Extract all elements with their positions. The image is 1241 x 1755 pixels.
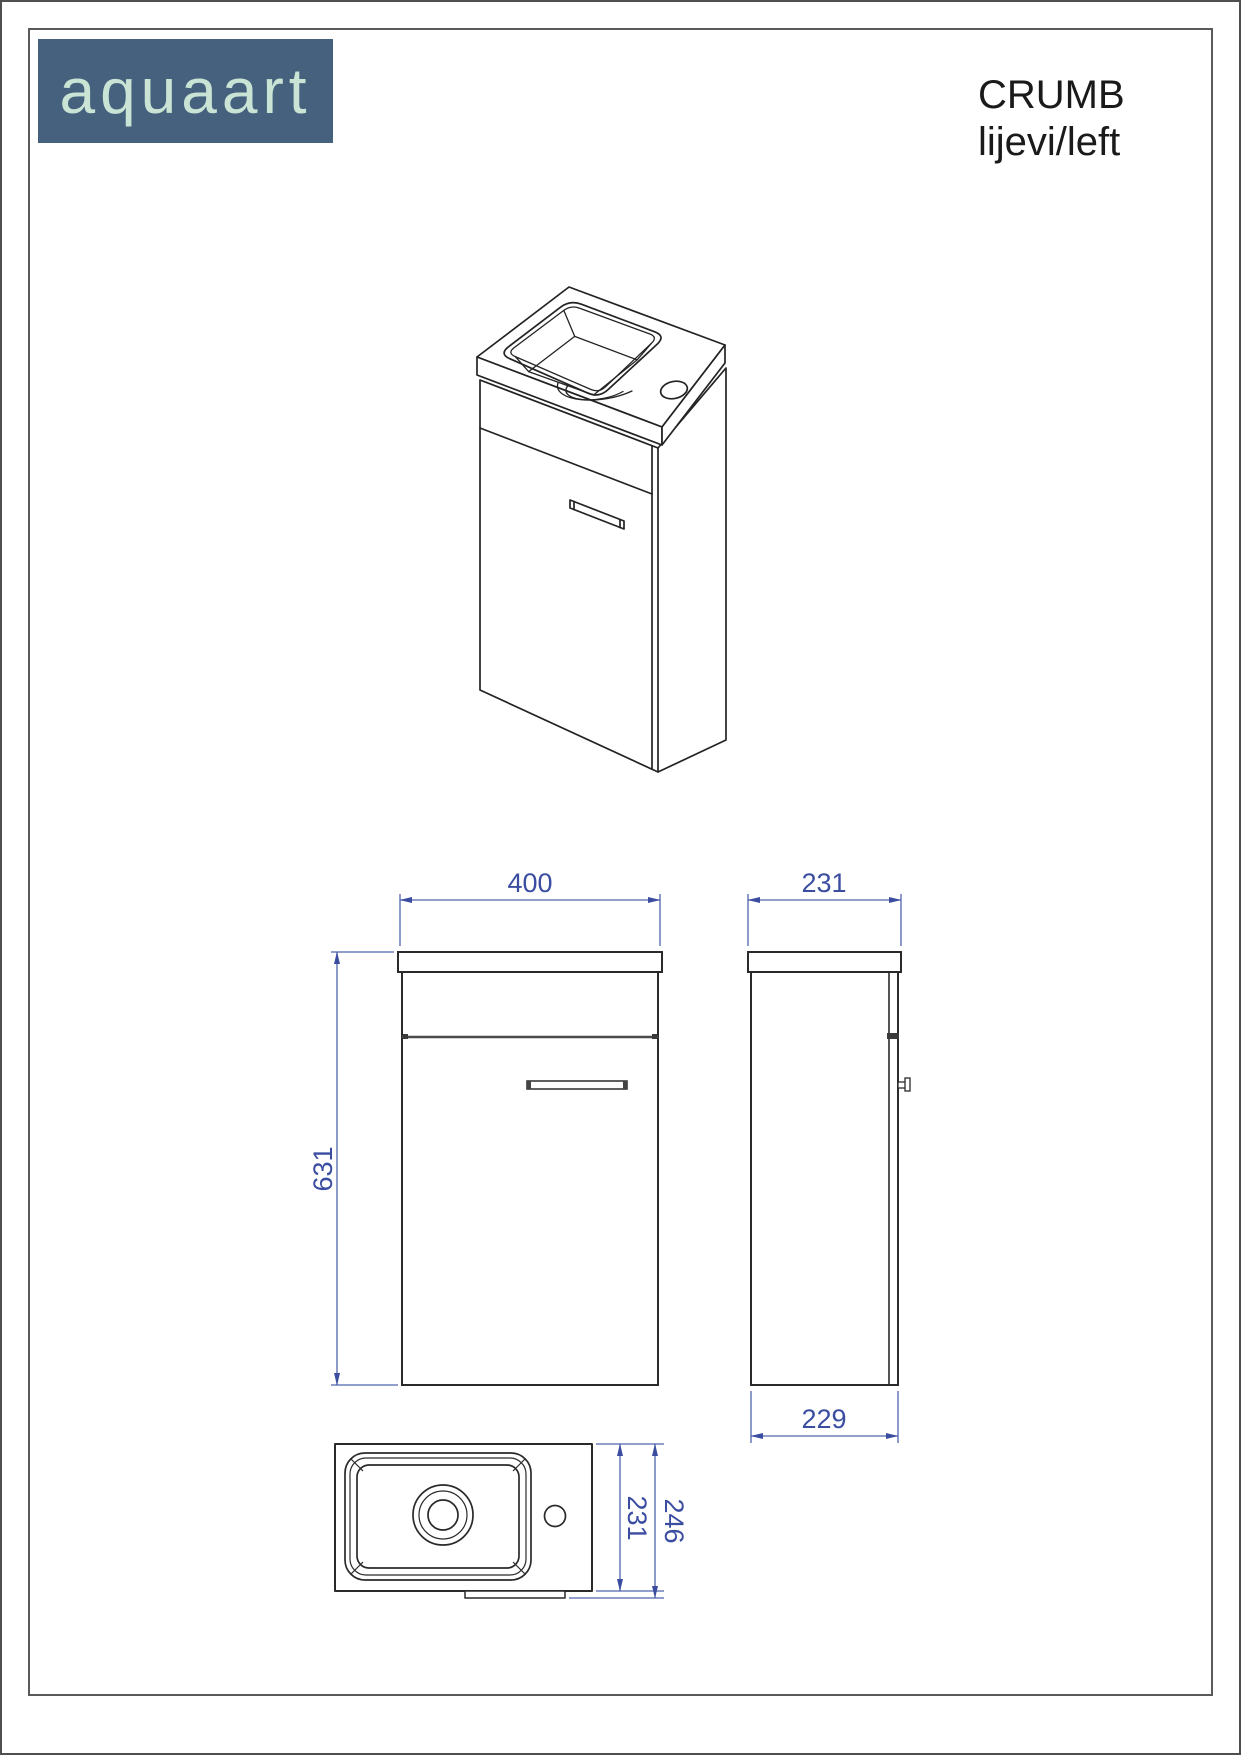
front-door-handle <box>527 1081 627 1089</box>
dimension-front-height <box>308 952 398 1385</box>
front-hinge-mark-right <box>652 1034 657 1039</box>
product-name: CRUMB <box>978 73 1125 117</box>
dimension-side-depth-bottom <box>751 1391 898 1443</box>
dim-value-front-width: 400 <box>507 868 553 898</box>
side-hinge-mark <box>887 1033 899 1039</box>
dimension-plan-depth <box>596 1444 664 1591</box>
side-view <box>748 952 910 1385</box>
plan-back-ledge <box>465 1591 565 1598</box>
product-variant: lijevi/left <box>978 120 1121 164</box>
dim-value-front-height: 631 <box>308 1146 338 1192</box>
dim-value-side-depth-top: 231 <box>801 868 847 898</box>
dim-value-plan-total-depth: 246 <box>659 1498 689 1544</box>
dim-value-plan-depth: 231 <box>622 1495 652 1541</box>
plan-view <box>335 1444 592 1598</box>
dimension-side-depth-top <box>748 868 901 946</box>
dim-value-side-depth-bottom: 229 <box>801 1404 847 1434</box>
brand-logo-text: aquaart <box>59 55 312 127</box>
isometric-view <box>477 287 726 772</box>
side-cabinet-body <box>751 972 898 1385</box>
technical-drawing <box>2 2 1241 1755</box>
front-cabinet-body <box>402 972 658 1385</box>
plan-slab-outline <box>335 1444 592 1591</box>
iso-cabinet-body <box>480 368 726 772</box>
side-handle-plate <box>905 1078 910 1091</box>
side-slab <box>748 952 901 972</box>
front-door-handle-cap-left <box>527 1081 531 1089</box>
front-hinge-mark-left <box>403 1034 408 1039</box>
front-door-handle-cap-right <box>623 1081 627 1089</box>
dimension-front-width <box>400 868 660 946</box>
front-slab <box>398 952 662 972</box>
front-view <box>398 952 662 1385</box>
